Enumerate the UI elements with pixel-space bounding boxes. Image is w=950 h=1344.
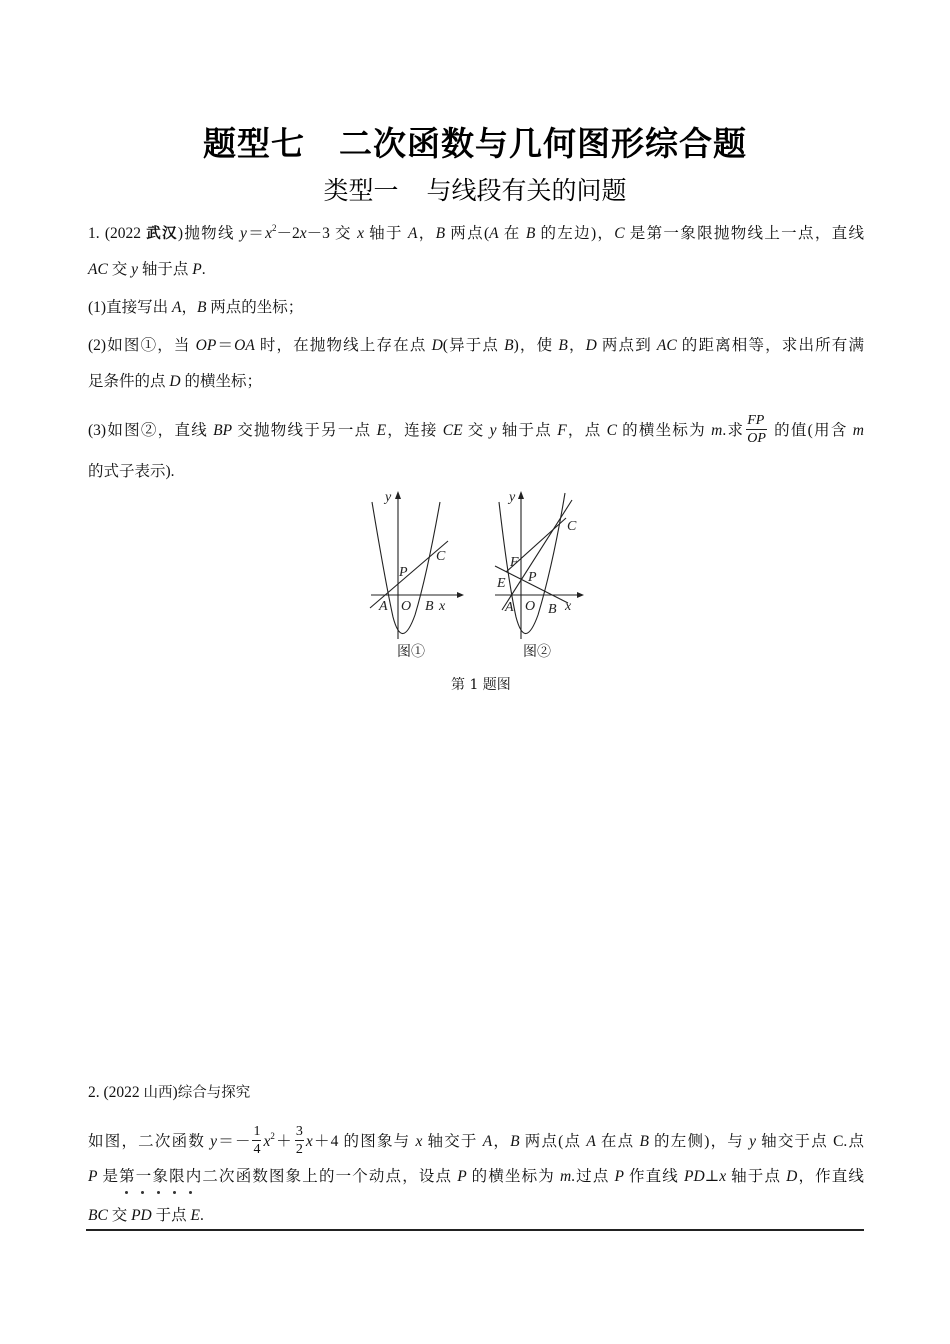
source-close: ) [172,1084,178,1101]
var: P [88,1168,98,1185]
text: 的值(用含 [768,422,853,440]
var: m [559,1168,572,1185]
label-o: O [401,599,412,614]
section-title [0,118,950,165]
exponent: 2 [270,1131,275,1142]
text: ， [567,337,586,354]
var: C [606,422,617,440]
text: . [201,261,206,278]
problem2-heading [88,1083,864,1103]
source-close: ) [177,225,184,242]
label-p: P [528,570,537,585]
var: A [171,299,182,316]
text: 轴交于点 C.点 [756,1133,864,1151]
text: 交 [107,261,132,278]
text: －3 交 [306,225,358,242]
problem2-stem-line1 [88,1125,864,1160]
label-p: P [399,565,408,580]
fraction-fp-op [746,412,767,447]
subtitle-type: 类型一 [323,176,399,205]
problem1-part3-line1 [88,414,864,449]
text: 在点 [595,1133,640,1151]
title-topic: 二次函数与几何图形综合题 [339,124,747,163]
var: A [586,1133,596,1151]
source-year: (2022 [103,1084,140,1101]
text: 是 [97,1168,120,1185]
var: B [196,299,207,316]
var: x [263,1133,271,1151]
text: ，作直线 [797,1168,864,1185]
source-place: 武汉 [146,226,178,242]
var: BP [213,422,233,440]
label-a: A [505,600,514,615]
text: 交 [462,422,490,440]
text: 两点到 [596,337,657,354]
fraction-three-halves [295,1123,304,1158]
emphasis-text: 第一象限内 [119,1168,203,1185]
problem1-stem-line2 [88,260,864,280]
figure-caption: 第 1 题图 [451,677,511,693]
var: A [489,225,499,242]
text: .过点 [571,1168,615,1185]
var: P [614,1168,624,1185]
text: ，连接 [386,422,443,440]
var: D [786,1168,798,1185]
text: 两点(点 [519,1133,587,1151]
var: B [558,337,568,354]
title-type: 题型七 [203,124,305,163]
var: P [457,1168,467,1185]
text: 的式子表示). [88,463,175,480]
figure-2-diagram [495,491,584,639]
var: AC [656,337,677,354]
var: E [376,422,387,440]
problem1-stem-line1 [88,224,864,244]
emphasized-text [119,1168,202,1185]
text: 轴于点 [496,422,558,440]
label-b: B [548,602,557,617]
var: x [299,225,307,242]
emphasis-dot [173,1191,176,1194]
var: C [614,225,625,242]
label-c: C [436,549,446,564]
var: D [431,337,443,354]
denominator: 4 [253,1142,261,1157]
var: y [749,1133,756,1151]
var: B [525,225,536,242]
text: 直接写出 [106,299,172,316]
text: 如图②，直线 [106,422,214,440]
text: ，点 [566,422,607,440]
section-subtitle [0,171,950,207]
var: CE [442,422,463,440]
var: B [510,1133,520,1151]
part-label: (2) [88,337,107,354]
text: 的左侧)，与 [648,1133,750,1151]
problem1-figure [365,485,595,695]
problem-number: 1. [88,225,100,242]
parabola-diagrams [365,485,595,695]
var: B [435,225,446,242]
text: ， [492,1133,511,1151]
var: A [482,1133,493,1151]
var: y [131,261,138,278]
text: 抛物线 [183,225,241,242]
var: AC [88,261,108,278]
var: x [415,1133,423,1151]
text: 轴于 [363,225,409,242]
text: 交抛物线于另一点 [232,422,377,440]
var: B [639,1133,649,1151]
text: －2 [276,225,300,242]
figure-1-caption: 图① [397,644,425,660]
var: PD [683,1168,705,1185]
var: y [210,1133,218,1151]
text: )，使 [513,337,559,354]
var: x [305,1133,313,1151]
source-year: (2022 [104,225,141,242]
text: .求 [722,422,745,440]
text: 时，在抛物线上存在点 [254,337,432,354]
text: 如图①，当 [106,337,196,354]
label-c: C [567,519,577,534]
problem2-stem-line2 [88,1167,864,1187]
exponent: 2 [271,223,277,233]
text: 两点( [445,225,490,242]
problem1-part2-line2 [88,372,864,392]
subtitle-topic: 与线段有关的问题 [426,176,627,205]
footer-divider [86,1229,864,1231]
text: 的左边)， [535,225,615,242]
text: 交 [107,1207,132,1224]
emphasis-dot [125,1191,128,1194]
text: 的横坐标为 [616,422,712,440]
var: y [240,225,247,242]
text: 轴交于 [422,1133,483,1151]
text: ⊥ [704,1168,720,1185]
text: 足条件的点 [88,373,170,390]
var: P [192,261,202,278]
text: 是第一象限抛物线上一点，直线 [624,225,864,242]
var: m [852,422,864,440]
text: ＋4 的图象与 [312,1133,416,1151]
text: 的距离相等，求出所有满 [676,337,864,354]
problem1-part1 [88,298,864,318]
text: ， [181,299,197,316]
problem2-stem-line3 [88,1206,864,1226]
var: D [585,337,597,354]
var: D [169,373,181,390]
text: 在 [498,225,526,242]
denominator: 2 [295,1142,303,1157]
emphasis-dot [141,1191,144,1194]
var: OA [234,337,255,354]
numerator: FP [747,413,765,428]
label-o: O [525,599,536,614]
label-x: x [439,599,446,614]
text: 两点的坐标； [206,299,304,316]
var: F [557,422,567,440]
var: B [504,337,514,354]
var: x [265,225,272,242]
figure-2-labels [496,490,577,617]
problem-number: 2. [88,1084,100,1101]
text: 的横坐标； [180,373,262,390]
part-label: (1) [88,299,107,316]
label-f: F [510,555,519,570]
var: y [489,422,497,440]
text: 二次函数图象上的一个动点，设点 [202,1168,458,1185]
text: 于点 [151,1207,191,1224]
numerator: 3 [295,1124,303,1139]
var: x [357,225,364,242]
problem-heading: 综合与探究 [177,1085,251,1101]
label-y: y [509,490,516,505]
text: (异于点 [442,337,505,354]
text: 如图，二次函数 [88,1133,211,1151]
problem1-part2-line1 [88,336,864,356]
var: PD [131,1207,152,1224]
var: m [711,422,723,440]
fraction-one-quarter [252,1123,261,1158]
text: ＋ [274,1133,293,1151]
text: . [199,1207,204,1224]
label-e: E [497,576,506,591]
text: 轴于点 [726,1168,787,1185]
emphasis-dot [189,1191,192,1194]
label-b: B [425,599,434,614]
figure-2-caption: 图② [523,644,551,660]
text: 的横坐标为 [466,1168,560,1185]
text: ＝ [246,225,266,242]
part-label: (3) [88,422,107,440]
text: ＝－ [217,1133,251,1151]
label-x: x [565,599,572,614]
figure-1-diagram [370,491,464,639]
var: x [719,1168,727,1185]
text: 作直线 [623,1168,684,1185]
text: ＝ [216,337,235,354]
problem1-part3-line2 [88,462,864,482]
label-y: y [385,490,392,505]
denominator: OP [747,431,766,446]
var: OP [195,337,217,354]
numerator: 1 [253,1124,261,1139]
var: BC [88,1207,108,1224]
text: ， [417,225,436,242]
var: A [408,225,418,242]
text: 轴于点 [137,261,193,278]
var: E [190,1207,200,1224]
label-a: A [379,599,388,614]
emphasis-dot [157,1191,160,1194]
source-place: 山西 [143,1085,173,1101]
